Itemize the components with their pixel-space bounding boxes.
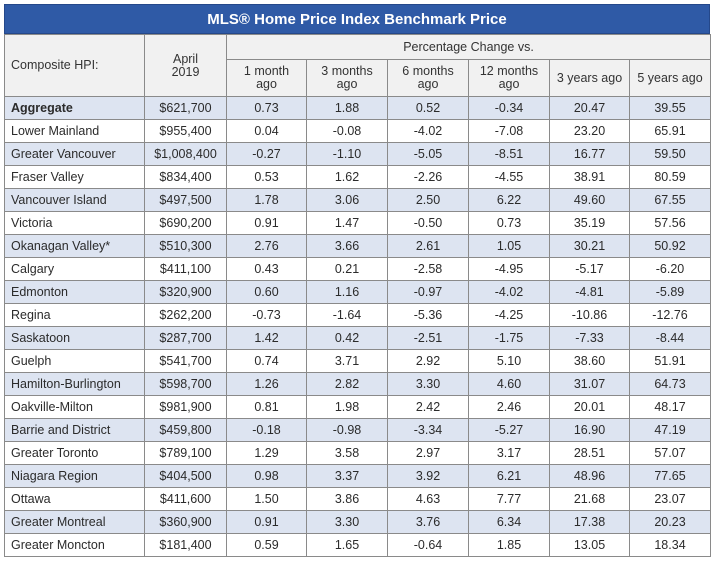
region-name: Regina [5,304,145,327]
percent-change-value: 23.07 [630,488,711,511]
period-header: 3 years ago [550,60,630,97]
percent-change-value: -5.89 [630,281,711,304]
percent-change-value: 0.43 [227,258,307,281]
table-row [5,534,711,557]
percent-change-value: -8.51 [469,143,550,166]
region-name: Vancouver Island [5,189,145,212]
percent-change-value: 1.47 [307,212,388,235]
percent-change-value: 2.50 [388,189,469,212]
table-row [5,304,711,327]
benchmark-price: $690,200 [145,212,227,235]
percent-change-value: -7.33 [550,327,630,350]
percent-change-value: -0.98 [307,419,388,442]
percent-change-value: 2.92 [388,350,469,373]
percent-change-value: -3.34 [388,419,469,442]
hpi-table-container [4,4,710,557]
table-row [5,258,711,281]
percent-change-value: -5.05 [388,143,469,166]
percent-change-value: 38.91 [550,166,630,189]
percent-change-value: 21.68 [550,488,630,511]
table-row [5,327,711,350]
percent-change-value: 3.37 [307,465,388,488]
percent-change-value: 0.98 [227,465,307,488]
table-row [5,235,711,258]
table-row [5,281,711,304]
percent-change-value: 1.78 [227,189,307,212]
percent-change-value: 1.16 [307,281,388,304]
percent-change-value: 1.62 [307,166,388,189]
percent-change-value: -4.02 [469,281,550,304]
percent-change-value: -0.18 [227,419,307,442]
benchmark-price: $181,400 [145,534,227,557]
region-name: Calgary [5,258,145,281]
percent-change-value: 0.74 [227,350,307,373]
period-header: 1 month ago [227,60,307,97]
percent-change-value: -4.02 [388,120,469,143]
percent-change-value: 0.60 [227,281,307,304]
percent-change-value: 51.91 [630,350,711,373]
benchmark-price: $834,400 [145,166,227,189]
percent-change-value: 80.59 [630,166,711,189]
percent-change-value: 1.26 [227,373,307,396]
table-row [5,442,711,465]
percent-change-value: 59.50 [630,143,711,166]
percent-change-value: 20.01 [550,396,630,419]
benchmark-price: $404,500 [145,465,227,488]
table-row [5,419,711,442]
percent-change-value: 2.76 [227,235,307,258]
period-header: 3 months ago [307,60,388,97]
percent-change-value: -10.86 [550,304,630,327]
percent-change-value: 1.88 [307,97,388,120]
table-row [5,465,711,488]
percent-change-value: -0.27 [227,143,307,166]
benchmark-price: $497,500 [145,189,227,212]
percent-change-value: 2.82 [307,373,388,396]
percent-change-value: 48.17 [630,396,711,419]
percent-change-value: 0.91 [227,511,307,534]
percent-change-value: 0.04 [227,120,307,143]
percent-change-value: 3.71 [307,350,388,373]
percent-change-value: 0.59 [227,534,307,557]
table-row [5,488,711,511]
region-name: Edmonton [5,281,145,304]
table-row [5,511,711,534]
percent-change-value: 0.91 [227,212,307,235]
percent-change-value: 1.65 [307,534,388,557]
percent-change-value: -1.64 [307,304,388,327]
percent-change-value: 57.56 [630,212,711,235]
percent-change-value: -0.50 [388,212,469,235]
percent-change-value: 0.21 [307,258,388,281]
percent-change-value: -12.76 [630,304,711,327]
percent-change-value: -4.81 [550,281,630,304]
benchmark-price: $411,600 [145,488,227,511]
percent-change-value: 35.19 [550,212,630,235]
percent-change-value: 28.51 [550,442,630,465]
percent-change-value: 1.50 [227,488,307,511]
percent-change-value: 47.19 [630,419,711,442]
percent-change-value: 1.42 [227,327,307,350]
table-row [5,373,711,396]
percent-change-value: 23.20 [550,120,630,143]
region-name: Greater Montreal [5,511,145,534]
percent-change-value: 2.97 [388,442,469,465]
percent-change-value: 65.91 [630,120,711,143]
percent-change-value: 1.85 [469,534,550,557]
percent-change-value: 6.22 [469,189,550,212]
percent-change-value: 50.92 [630,235,711,258]
region-name: Greater Vancouver [5,143,145,166]
percent-change-value: -0.34 [469,97,550,120]
percent-change-value: 77.65 [630,465,711,488]
benchmark-price: $320,900 [145,281,227,304]
hpi-table [4,34,711,557]
percent-change-value: -6.20 [630,258,711,281]
benchmark-price: $955,400 [145,120,227,143]
region-name: Aggregate [5,97,145,120]
percent-change-value: 3.06 [307,189,388,212]
region-name: Niagara Region [5,465,145,488]
percent-change-value: -4.95 [469,258,550,281]
percent-change-value: 5.10 [469,350,550,373]
percent-change-value: 4.63 [388,488,469,511]
table-row [5,143,711,166]
region-name: Greater Toronto [5,442,145,465]
period-header: 12 months ago [469,60,550,97]
benchmark-price: $621,700 [145,97,227,120]
percent-change-value: 2.42 [388,396,469,419]
table-row [5,166,711,189]
percent-change-value: 64.73 [630,373,711,396]
percent-change-value: 16.77 [550,143,630,166]
percent-change-value: -5.36 [388,304,469,327]
benchmark-price: $287,700 [145,327,227,350]
region-name: Ottawa [5,488,145,511]
percent-change-value: -5.17 [550,258,630,281]
percent-change-value: 6.21 [469,465,550,488]
percent-change-value: 3.86 [307,488,388,511]
percent-change-value: -5.27 [469,419,550,442]
percent-change-value: 31.07 [550,373,630,396]
region-name: Victoria [5,212,145,235]
percent-change-value: 3.17 [469,442,550,465]
percent-change-value: 3.30 [307,511,388,534]
benchmark-price: $262,200 [145,304,227,327]
percent-change-value: 0.52 [388,97,469,120]
benchmark-price: $1,008,400 [145,143,227,166]
percent-change-value: -1.75 [469,327,550,350]
percent-change-value: -2.58 [388,258,469,281]
percent-change-value: 2.46 [469,396,550,419]
percent-change-value: 20.47 [550,97,630,120]
table-row [5,120,711,143]
region-name: Saskatoon [5,327,145,350]
percent-change-value: -0.08 [307,120,388,143]
percent-change-value: -4.55 [469,166,550,189]
benchmark-price: $411,100 [145,258,227,281]
percent-change-value: -0.64 [388,534,469,557]
region-name: Hamilton-Burlington [5,373,145,396]
percent-change-value: 49.60 [550,189,630,212]
benchmark-price: $541,700 [145,350,227,373]
percent-change-value: -2.51 [388,327,469,350]
percent-change-value: 0.73 [227,97,307,120]
region-name: Okanagan Valley* [5,235,145,258]
percent-change-value: 4.60 [469,373,550,396]
table-row [5,97,711,120]
benchmark-price: $459,800 [145,419,227,442]
table-row [5,212,711,235]
percent-change-value: 20.23 [630,511,711,534]
percent-change-value: 0.53 [227,166,307,189]
percent-change-value: 1.29 [227,442,307,465]
percent-change-value: -0.73 [227,304,307,327]
percent-change-value: 17.38 [550,511,630,534]
percent-change-value: -2.26 [388,166,469,189]
percent-change-value: 38.60 [550,350,630,373]
percent-change-value: 18.34 [630,534,711,557]
table-row [5,350,711,373]
percent-change-value: 1.98 [307,396,388,419]
percent-change-value: -8.44 [630,327,711,350]
region-name: Greater Moncton [5,534,145,557]
percent-change-value: 0.81 [227,396,307,419]
percent-change-value: 3.76 [388,511,469,534]
percent-change-value: 3.66 [307,235,388,258]
percent-change-value: 6.34 [469,511,550,534]
percent-change-value: 48.96 [550,465,630,488]
percent-change-value: 3.92 [388,465,469,488]
percent-change-value: 16.90 [550,419,630,442]
percent-change-value: 1.05 [469,235,550,258]
percent-change-value: 3.58 [307,442,388,465]
composite-hpi-header: Composite HPI: [5,35,145,97]
percent-change-value: 57.07 [630,442,711,465]
benchmark-price: $598,700 [145,373,227,396]
benchmark-price: $360,900 [145,511,227,534]
percent-change-value: 0.42 [307,327,388,350]
percent-change-value: 39.55 [630,97,711,120]
region-name: Fraser Valley [5,166,145,189]
benchmark-price: $789,100 [145,442,227,465]
percent-change-value: -4.25 [469,304,550,327]
percent-change-value: 0.73 [469,212,550,235]
percent-change-value: 7.77 [469,488,550,511]
percent-change-value: 13.05 [550,534,630,557]
percent-change-value: 2.61 [388,235,469,258]
percentage-change-header: Percentage Change vs. [227,35,711,60]
percent-change-value: -0.97 [388,281,469,304]
table-row [5,396,711,419]
period-header: 6 months ago [388,60,469,97]
period-header: 5 years ago [630,60,711,97]
table-row [5,189,711,212]
region-name: Barrie and District [5,419,145,442]
april-2019-header: April 2019 [145,35,227,97]
table-title: MLS® Home Price Index Benchmark Price [4,4,710,34]
percent-change-value: 67.55 [630,189,711,212]
percent-change-value: -1.10 [307,143,388,166]
benchmark-price: $981,900 [145,396,227,419]
percent-change-value: 30.21 [550,235,630,258]
benchmark-price: $510,300 [145,235,227,258]
region-name: Lower Mainland [5,120,145,143]
region-name: Guelph [5,350,145,373]
percent-change-value: -7.08 [469,120,550,143]
percent-change-value: 3.30 [388,373,469,396]
region-name: Oakville-Milton [5,396,145,419]
